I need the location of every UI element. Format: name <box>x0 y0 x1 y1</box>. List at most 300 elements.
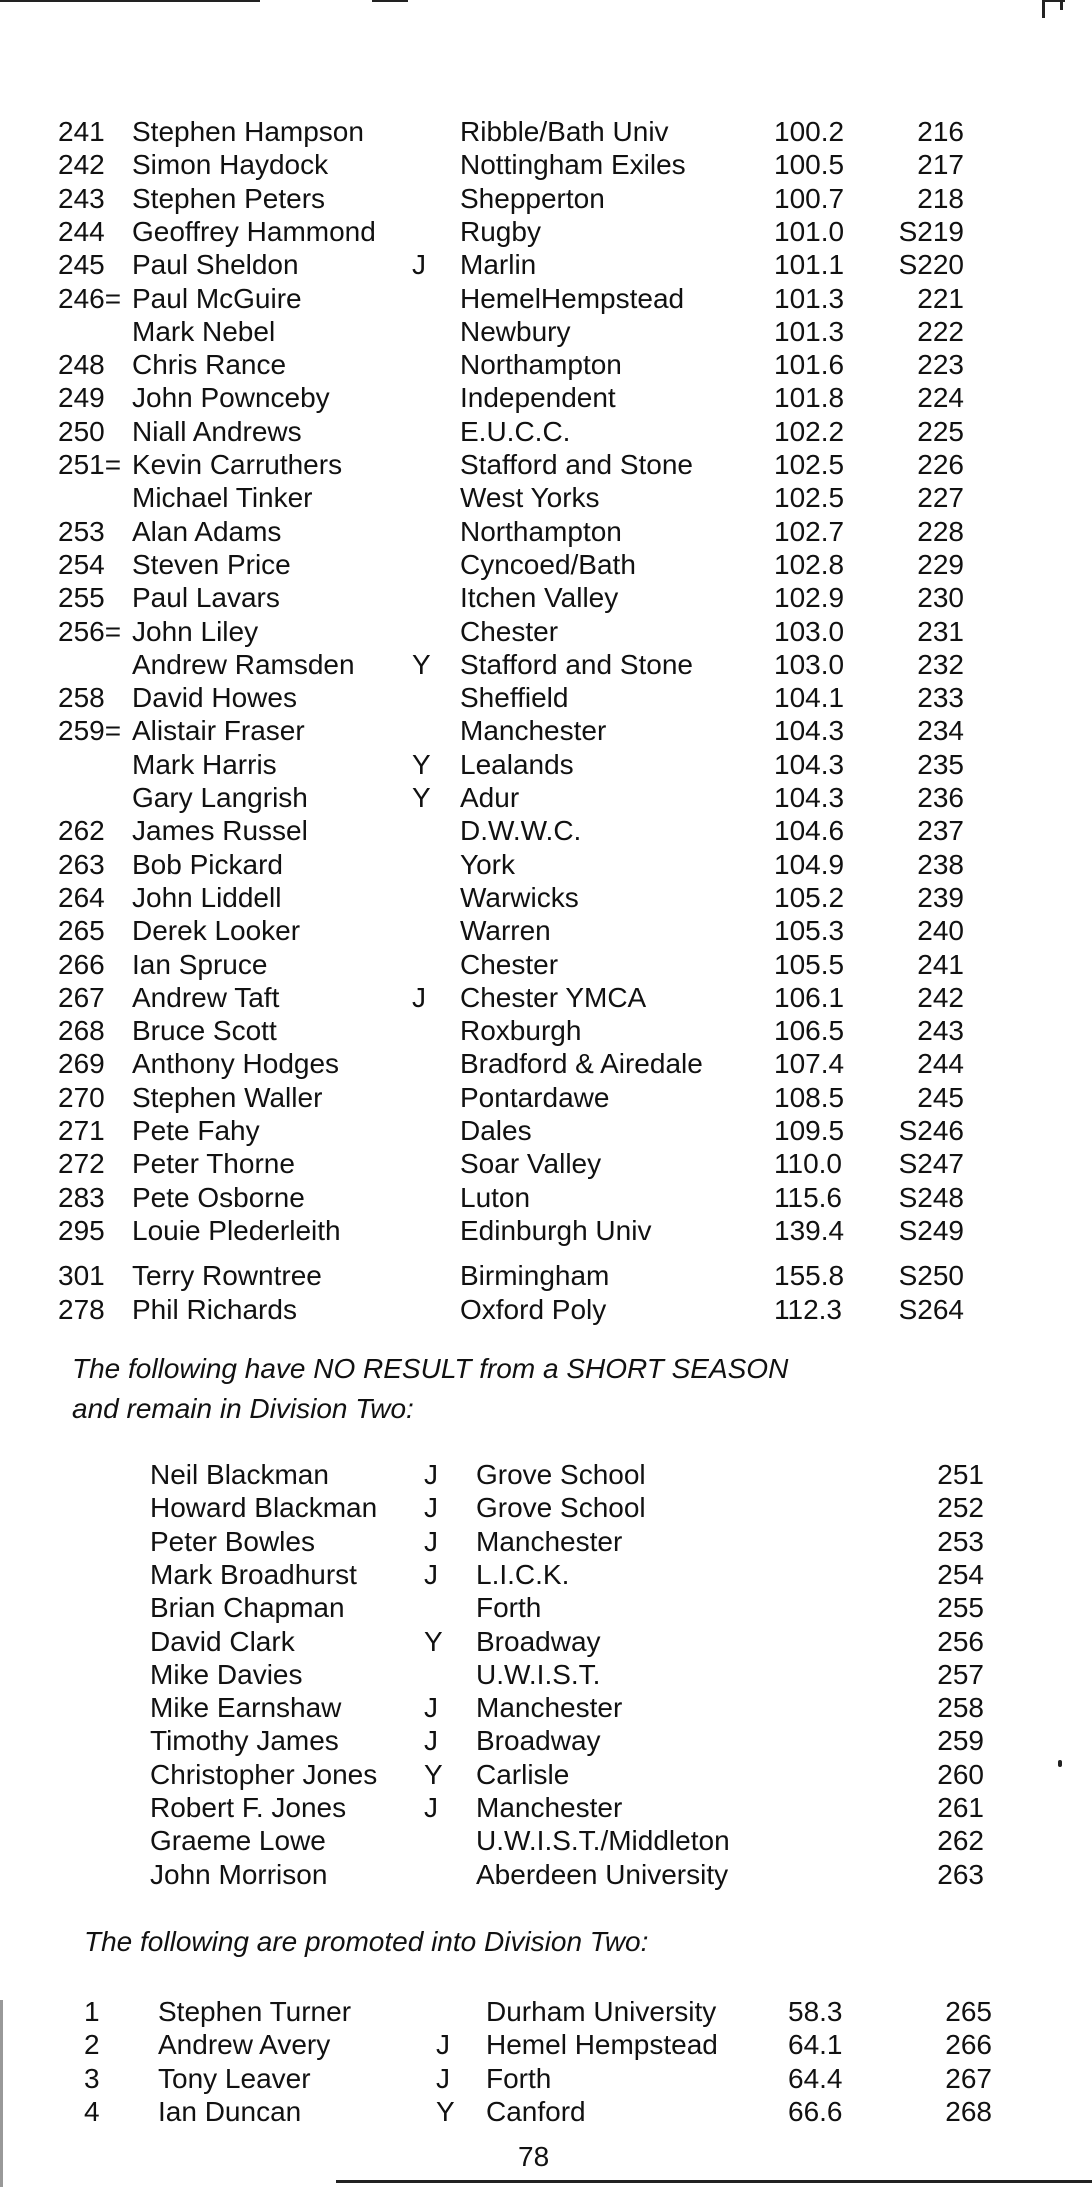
cell-club: West Yorks <box>460 482 600 514</box>
cell-pos: 235 <box>917 748 964 780</box>
cell-score: 100.5 <box>774 149 845 181</box>
cell-pos: 262 <box>937 1825 984 1857</box>
cell-score: 109.5 <box>774 1115 845 1146</box>
cell-club: U.W.I.S.T. <box>476 1658 601 1690</box>
cell-rank: 269 <box>58 1048 105 1080</box>
table-row <box>0 1658 1092 1691</box>
no-result-heading-line1: The following have NO RESULT from a SHORT SEASON <box>72 1353 789 1384</box>
cell-pos: 237 <box>917 815 964 847</box>
cell-pos: 236 <box>917 782 964 813</box>
cell-club: L.I.C.K. <box>476 1558 570 1590</box>
cell-name: Ian Spruce <box>132 948 268 980</box>
cell-flag: Y <box>424 1625 443 1657</box>
promoted-heading: The following are promoted into Division Two: <box>84 1926 649 1957</box>
cell-score: 106.1 <box>774 981 845 1013</box>
cell-rank: 256= <box>58 615 122 647</box>
table-row <box>0 748 1092 781</box>
table-row <box>0 1858 1092 1891</box>
cell-club: Canford <box>486 2095 586 2127</box>
cell-rank: 245 <box>58 249 105 281</box>
cell-pos: 218 <box>917 182 964 214</box>
cell-pos: 227 <box>917 482 964 514</box>
corner-mark-tick <box>1060 0 1063 10</box>
cell-club: Forth <box>486 2062 552 2094</box>
table-row <box>0 1758 1092 1791</box>
cell-club: Luton <box>460 1181 531 1213</box>
cell-club: Northampton <box>460 515 622 547</box>
cell-name: Mike Davies <box>150 1658 303 1690</box>
cell-club: Itchen Valley <box>460 582 619 614</box>
cell-name: Stephen Peters <box>132 182 326 214</box>
table-row <box>0 381 1092 414</box>
cell-score: 105.2 <box>774 881 845 913</box>
cell-club: Oxford Poly <box>460 1293 607 1325</box>
cell-rank: 283 <box>58 1181 105 1213</box>
cell-pos: 242 <box>917 981 964 1013</box>
cell-rank: 295 <box>58 1214 105 1246</box>
cell-score: 104.9 <box>774 848 845 880</box>
cell-club: HemelHempstead <box>460 282 685 314</box>
cell-club: Broadway <box>476 1625 601 1657</box>
no-result-heading-line2: and remain in Division Two: <box>72 1393 414 1424</box>
table-row <box>0 714 1092 747</box>
table-row <box>0 1147 1092 1180</box>
cell-name: David Howes <box>132 682 297 714</box>
cell-club: Adur <box>460 782 520 813</box>
cell-score: 100.7 <box>774 182 845 214</box>
cell-rank: 266 <box>58 948 105 980</box>
cell-name: Alistair Fraser <box>132 715 305 747</box>
cell-flag: J <box>412 981 426 1013</box>
cell-name: John Liddell <box>132 881 282 913</box>
cell-name: Gary Langrish <box>132 782 308 813</box>
cell-club: Soar Valley <box>460 1148 602 1180</box>
cell-name: Geoffrey Hammond <box>132 215 376 247</box>
cell-flag: Y <box>412 782 431 813</box>
table-row <box>0 981 1092 1014</box>
cell-rank: 2 <box>84 2029 100 2061</box>
cell-name: Bob Pickard <box>132 848 283 880</box>
table-row <box>0 515 1092 548</box>
table-row <box>0 1014 1092 1047</box>
cell-club: Cyncoed/Bath <box>460 548 636 580</box>
table-row <box>0 581 1092 614</box>
cell-pos: 257 <box>937 1658 984 1690</box>
cell-club: D.W.W.C. <box>460 815 582 847</box>
cell-club: Stafford and Stone <box>460 449 693 480</box>
cell-pos: 265 <box>945 1996 992 2027</box>
cell-flag: J <box>436 2029 450 2061</box>
cell-pos: 223 <box>917 349 964 381</box>
table-row <box>0 648 1092 681</box>
cell-pos: S250 <box>898 1260 964 1292</box>
table-row <box>0 1824 1092 1857</box>
table-row <box>0 814 1092 847</box>
cell-club: Carlisle <box>476 1758 570 1790</box>
table-row <box>0 1458 1092 1491</box>
cell-name: Chris Rance <box>132 349 287 381</box>
table-row <box>0 1081 1092 1114</box>
cell-rank: 272 <box>58 1148 105 1180</box>
cell-rank: 258 <box>58 682 105 714</box>
cell-rank: 255 <box>58 582 105 614</box>
cell-score: 102.5 <box>774 482 845 514</box>
cell-name: Paul McGuire <box>132 282 302 314</box>
cell-name: James Russel <box>132 815 308 847</box>
cell-score: 104.3 <box>774 748 845 780</box>
cell-name: Andrew Taft <box>132 981 280 1013</box>
cell-pos: 224 <box>917 382 964 414</box>
cell-name: Alan Adams <box>132 515 282 547</box>
table-row <box>0 148 1092 181</box>
cell-flag: J <box>424 1792 438 1823</box>
table-row <box>0 481 1092 514</box>
table-row <box>0 1047 1092 1080</box>
cell-pos: 244 <box>917 1048 964 1080</box>
cell-pos: 251 <box>937 1459 984 1490</box>
cell-pos: S246 <box>898 1115 964 1146</box>
cell-pos: S247 <box>898 1148 964 1180</box>
cell-pos: 261 <box>937 1792 984 1823</box>
cell-pos: 256 <box>937 1625 984 1657</box>
cell-score: 104.1 <box>774 682 845 714</box>
cell-score: 103.0 <box>774 648 845 680</box>
cell-club: Lealands <box>460 748 574 780</box>
table-row <box>0 1558 1092 1591</box>
cell-rank: 264 <box>58 881 105 913</box>
cell-club: U.W.I.S.T./Middleton <box>476 1825 730 1857</box>
cell-score: 101.6 <box>774 349 845 381</box>
cell-club: York <box>460 848 516 880</box>
cell-score: 101.3 <box>774 282 845 314</box>
cell-club: Hemel Hempstead <box>486 2029 718 2061</box>
cell-name: Steven Price <box>132 548 291 580</box>
page-number: 78 <box>518 2141 550 2172</box>
cell-rank: 267 <box>58 981 105 1013</box>
cell-name: Niall Andrews <box>132 415 302 447</box>
cell-club: Chester YMCA <box>460 981 647 1013</box>
cell-score: 112.3 <box>774 1293 842 1325</box>
cell-rank: 254 <box>58 548 105 580</box>
cell-score: 105.3 <box>774 915 845 947</box>
cell-name: Christopher Jones <box>150 1758 378 1790</box>
cell-club: Broadway <box>476 1725 601 1757</box>
table-row <box>0 248 1092 281</box>
table-row <box>0 1995 1092 2028</box>
cell-name: Phil Richards <box>132 1293 297 1325</box>
cell-score: 102.2 <box>774 415 845 447</box>
cell-club: Forth <box>476 1592 542 1624</box>
cell-rank: 263 <box>58 848 105 880</box>
table-row <box>0 681 1092 714</box>
cell-club: Ribble/Bath Univ <box>460 116 669 147</box>
cell-club: Manchester <box>460 715 607 747</box>
table-row <box>0 1691 1092 1724</box>
cell-rank: 251= <box>58 449 122 480</box>
cell-flag: J <box>424 1558 438 1590</box>
cell-score: 104.3 <box>774 782 845 813</box>
table-row <box>0 415 1092 448</box>
cell-rank: 249 <box>58 382 105 414</box>
table-row <box>0 1525 1092 1558</box>
cell-name: Anthony Hodges <box>132 1048 340 1080</box>
cell-name: John Pownceby <box>132 382 330 414</box>
cell-pos: S248 <box>898 1181 964 1213</box>
cell-pos: 258 <box>937 1692 984 1724</box>
cell-rank: 241 <box>58 116 105 147</box>
cell-pos: 222 <box>917 315 964 347</box>
cell-name: Tony Leaver <box>158 2062 311 2094</box>
cell-score: 155.8 <box>774 1260 845 1292</box>
table-row <box>0 348 1092 381</box>
table-row <box>0 115 1092 148</box>
cell-club: Marlin <box>460 249 537 281</box>
cell-name: Peter Thorne <box>132 1148 295 1180</box>
cell-rank: 259= <box>58 715 122 747</box>
cell-rank: 265 <box>58 915 105 947</box>
table-row <box>0 1114 1092 1147</box>
cell-pos: 267 <box>945 2062 992 2094</box>
cell-club: Birmingham <box>460 1260 610 1292</box>
cell-rank: 246= <box>58 282 122 314</box>
cell-pos: 268 <box>945 2095 992 2127</box>
cell-rank: 242 <box>58 149 105 181</box>
cell-score: 102.5 <box>774 449 845 480</box>
cell-club: Newbury <box>460 315 571 347</box>
table-row <box>0 448 1092 481</box>
cell-rank: 278 <box>58 1293 105 1325</box>
table-row <box>0 1724 1092 1757</box>
cell-name: Timothy James <box>150 1725 339 1757</box>
table-row <box>0 1181 1092 1214</box>
cell-name: Paul Sheldon <box>132 249 299 281</box>
cell-rank: 262 <box>58 815 105 847</box>
table-row <box>0 2062 1092 2095</box>
cell-club: Sheffield <box>460 682 569 714</box>
cell-pos: 221 <box>917 282 964 314</box>
cell-pos: 243 <box>917 1015 964 1047</box>
scan-edge-top-fragment <box>372 0 408 2</box>
cell-score: 105.5 <box>774 948 845 980</box>
cell-rank: 250 <box>58 415 105 447</box>
table-row <box>0 1591 1092 1624</box>
cell-rank: 244 <box>58 215 105 247</box>
cell-club: Chester <box>460 948 559 980</box>
cell-name: Derek Looker <box>132 915 301 947</box>
cell-pos: 241 <box>917 948 964 980</box>
table-row <box>0 2095 1092 2128</box>
cell-score: 64.1 <box>788 2029 843 2061</box>
cell-pos: 239 <box>917 881 964 913</box>
cell-score: 58.3 <box>788 1996 843 2027</box>
cell-name: John Morrison <box>150 1858 328 1890</box>
table-row <box>0 548 1092 581</box>
cell-score: 66.6 <box>788 2095 843 2127</box>
cell-club: Manchester <box>476 1692 623 1724</box>
cell-pos: 260 <box>937 1758 984 1790</box>
scan-edge-bottom <box>336 2180 1092 2183</box>
cell-pos: 252 <box>937 1492 984 1524</box>
table-row <box>0 1625 1092 1658</box>
cell-flag: Y <box>436 2095 455 2127</box>
cell-rank: 3 <box>84 2062 100 2094</box>
cell-name: Howard Blackman <box>150 1492 378 1524</box>
table-row <box>0 948 1092 981</box>
cell-club: Warwicks <box>460 881 579 913</box>
cell-pos: 217 <box>917 149 964 181</box>
cell-pos: 231 <box>917 615 964 647</box>
cell-club: Durham University <box>486 1996 717 2027</box>
cell-club: Warren <box>460 915 551 947</box>
cell-score: 106.5 <box>774 1015 845 1047</box>
cell-name: Mark Nebel <box>132 315 276 347</box>
cell-club: Manchester <box>476 1792 623 1823</box>
cell-name: Michael Tinker <box>132 482 313 514</box>
cell-score: 101.1 <box>774 249 845 281</box>
cell-flag: J <box>424 1525 438 1557</box>
cell-pos: S219 <box>898 215 964 247</box>
cell-club: Nottingham Exiles <box>460 149 686 181</box>
cell-score: 110.0 <box>774 1148 842 1180</box>
cell-score: 139.4 <box>774 1214 845 1246</box>
cell-pos: 216 <box>917 116 964 147</box>
cell-name: Pete Fahy <box>132 1115 260 1146</box>
cell-score: 108.5 <box>774 1081 845 1113</box>
cell-club: Aberdeen University <box>476 1858 729 1890</box>
cell-pos: 245 <box>917 1081 964 1113</box>
cell-name: Louie Plederleith <box>132 1214 341 1246</box>
cell-flag: Y <box>412 748 431 780</box>
table-row <box>0 914 1092 947</box>
table-row <box>0 615 1092 648</box>
cell-score: 100.2 <box>774 116 845 147</box>
cell-rank: 268 <box>58 1015 105 1047</box>
cell-name: Andrew Ramsden <box>132 648 355 680</box>
cell-score: 64.4 <box>788 2062 843 2094</box>
cell-flag: J <box>436 2062 450 2094</box>
cell-pos: S220 <box>898 249 964 281</box>
table-row <box>0 1259 1092 1292</box>
cell-pos: 255 <box>937 1592 984 1624</box>
cell-rank: 301 <box>58 1260 105 1292</box>
cell-pos: 253 <box>937 1525 984 1557</box>
cell-rank: 248 <box>58 349 105 381</box>
cell-pos: 232 <box>917 648 964 680</box>
table-row <box>0 2028 1092 2061</box>
table-row <box>0 848 1092 881</box>
cell-pos: 226 <box>917 449 964 480</box>
cell-rank: 271 <box>58 1115 105 1146</box>
cell-name: Stephen Waller <box>132 1081 323 1113</box>
cell-flag: J <box>424 1492 438 1524</box>
table-row <box>0 215 1092 248</box>
cell-flag: J <box>424 1725 438 1757</box>
cell-rank: 4 <box>84 2095 100 2127</box>
cell-name: Stephen Turner <box>158 1996 352 2027</box>
cell-club: Grove School <box>476 1492 646 1524</box>
cell-score: 102.9 <box>774 582 845 614</box>
scan-edge-top <box>0 0 260 2</box>
cell-name: Andrew Avery <box>158 2029 331 2061</box>
cell-score: 104.6 <box>774 815 845 847</box>
table-row <box>0 1214 1092 1247</box>
table-row <box>0 1791 1092 1824</box>
cell-flag: Y <box>412 648 431 680</box>
cell-club: Grove School <box>476 1459 646 1490</box>
cell-pos: 259 <box>937 1725 984 1757</box>
cell-pos: 263 <box>937 1858 984 1890</box>
cell-name: Ian Duncan <box>158 2095 302 2127</box>
cell-rank: 1 <box>84 1996 100 2027</box>
cell-club: Bradford & Airedale <box>460 1048 703 1080</box>
cell-club: Chester <box>460 615 559 647</box>
cell-name: Terry Rowntree <box>132 1260 322 1292</box>
cell-name: Kevin Carruthers <box>132 449 343 480</box>
cell-club: Shepperton <box>460 182 605 214</box>
cell-flag: J <box>424 1459 438 1490</box>
cell-name: Neil Blackman <box>150 1459 329 1490</box>
table-row <box>0 1293 1092 1326</box>
cell-pos: S249 <box>898 1214 964 1246</box>
cell-flag: J <box>412 249 426 281</box>
cell-pos: 230 <box>917 582 964 614</box>
cell-score: 102.7 <box>774 515 845 547</box>
cell-pos: S264 <box>898 1293 964 1325</box>
table-row <box>0 315 1092 348</box>
cell-pos: 266 <box>945 2029 992 2061</box>
cell-rank: 243 <box>58 182 105 214</box>
table-row <box>0 1491 1092 1524</box>
cell-club: Independent <box>460 382 616 414</box>
cell-pos: 234 <box>917 715 964 747</box>
cell-name: Bruce Scott <box>132 1015 277 1047</box>
cell-club: E.U.C.C. <box>460 415 571 447</box>
cell-pos: 233 <box>917 682 964 714</box>
cell-name: Stephen Hampson <box>132 116 364 147</box>
cell-rank: 253 <box>58 515 105 547</box>
table-row <box>0 881 1092 914</box>
cell-flag: J <box>424 1692 438 1724</box>
cell-club: Dales <box>460 1115 532 1146</box>
table-row <box>0 282 1092 315</box>
cell-club: Edinburgh Univ <box>460 1214 652 1246</box>
table-row <box>0 182 1092 215</box>
cell-score: 101.3 <box>774 315 845 347</box>
cell-name: Simon Haydock <box>132 149 329 181</box>
cell-score: 115.6 <box>774 1181 842 1213</box>
cell-name: Paul Lavars <box>132 582 280 614</box>
cell-club: Manchester <box>476 1525 623 1557</box>
cell-score: 107.4 <box>774 1048 845 1080</box>
cell-name: John Liley <box>132 615 259 647</box>
cell-name: Robert F. Jones <box>150 1792 347 1823</box>
cell-name: Brian Chapman <box>150 1592 345 1624</box>
cell-club: Northampton <box>460 349 622 381</box>
cell-name: Mike Earnshaw <box>150 1692 342 1724</box>
cell-pos: 229 <box>917 548 964 580</box>
cell-rank: 270 <box>58 1081 105 1113</box>
cell-score: 101.8 <box>774 382 845 414</box>
cell-name: Mark Harris <box>132 748 277 780</box>
cell-club: Stafford and Stone <box>460 648 693 680</box>
cell-score: 101.0 <box>774 215 845 247</box>
cell-score: 102.8 <box>774 548 845 580</box>
cell-flag: Y <box>424 1758 443 1790</box>
cell-pos: 238 <box>917 848 964 880</box>
cell-pos: 240 <box>917 915 964 947</box>
cell-club: Rugby <box>460 215 541 247</box>
table-row <box>0 781 1092 814</box>
